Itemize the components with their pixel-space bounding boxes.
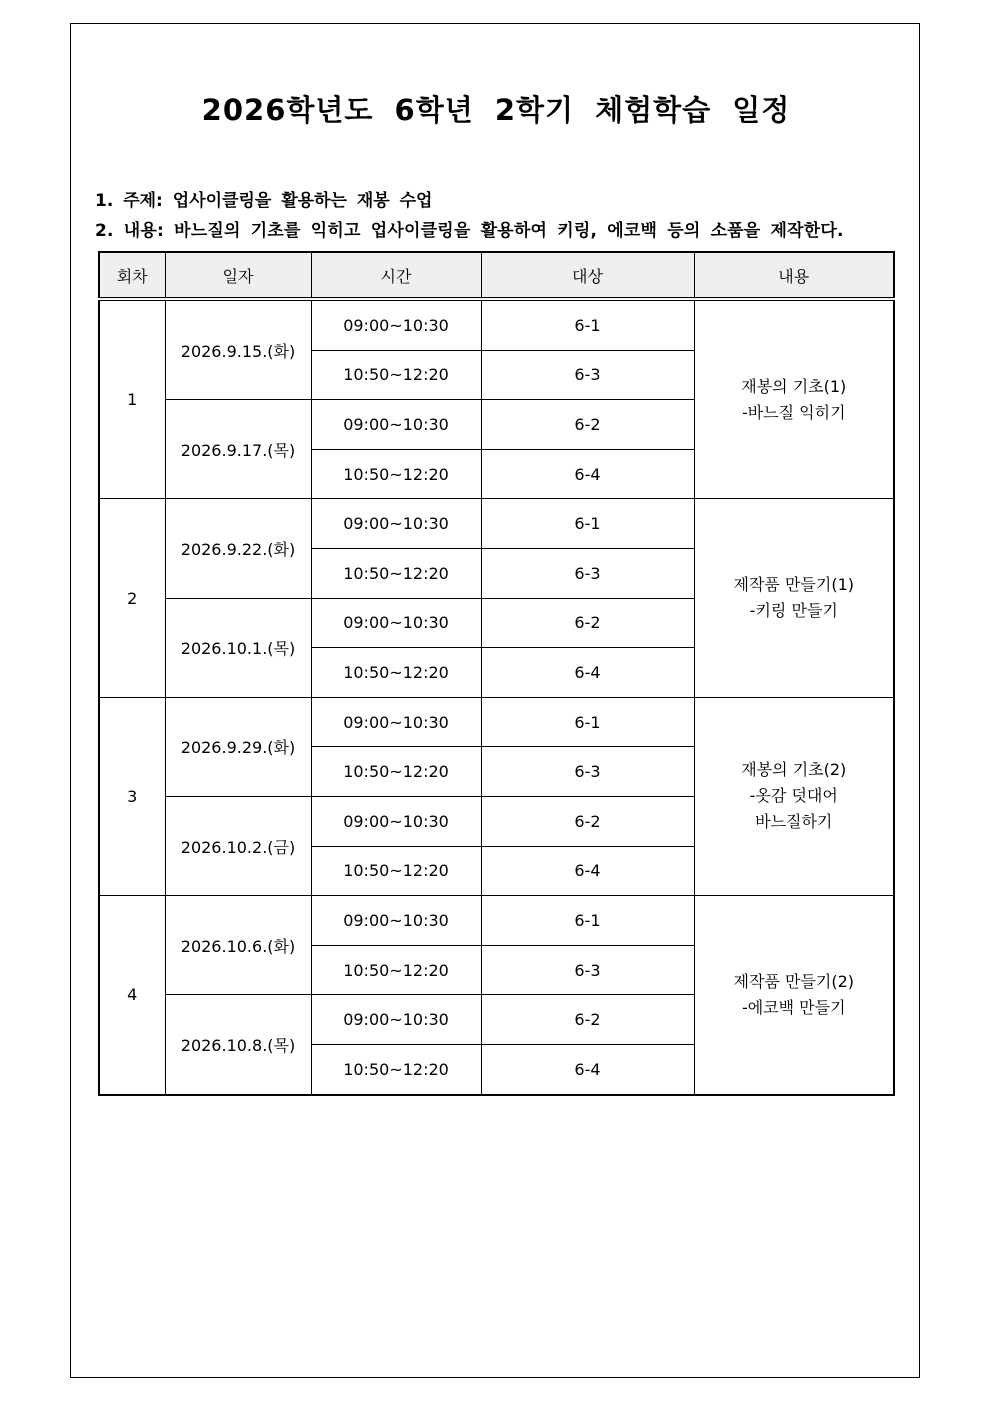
round-cell: 3 xyxy=(99,697,165,895)
time-cell: 10:50~12:20 xyxy=(311,449,481,499)
date-cell: 2026.10.6.(화) xyxy=(165,896,311,995)
time-cell: 09:00~10:30 xyxy=(311,400,481,450)
class-cell: 6-3 xyxy=(481,548,694,598)
header-round: 회차 xyxy=(99,252,165,299)
class-cell: 6-2 xyxy=(481,598,694,648)
time-cell: 09:00~10:30 xyxy=(311,499,481,549)
content-cell: 제작품 만들기(2) -에코백 만들기 xyxy=(694,896,894,1095)
topic-line: 1. 주제: 업사이클링을 활용하는 재봉 수업 xyxy=(95,191,433,211)
table-row xyxy=(99,896,894,946)
class-cell: 6-1 xyxy=(481,499,694,549)
time-cell: 10:50~12:20 xyxy=(311,945,481,995)
time-cell: 09:00~10:30 xyxy=(311,995,481,1045)
time-cell: 09:00~10:30 xyxy=(311,796,481,846)
class-cell: 6-1 xyxy=(481,896,694,946)
class-cell: 6-2 xyxy=(481,400,694,450)
time-cell: 10:50~12:20 xyxy=(311,846,481,896)
time-cell: 10:50~12:20 xyxy=(311,350,481,400)
time-cell: 10:50~12:20 xyxy=(311,548,481,598)
header-time: 시간 xyxy=(311,252,481,299)
class-cell: 6-1 xyxy=(481,697,694,747)
class-cell: 6-4 xyxy=(481,449,694,499)
table-row xyxy=(99,299,894,350)
class-cell: 6-2 xyxy=(481,796,694,846)
content-cell: 재봉의 기초(2) -옷감 덧대어 바느질하기 xyxy=(694,697,894,895)
header-class: 대상 xyxy=(481,252,694,299)
class-cell: 6-1 xyxy=(481,299,694,350)
round-cell: 2 xyxy=(99,499,165,697)
time-cell: 10:50~12:20 xyxy=(311,747,481,797)
time-cell: 10:50~12:20 xyxy=(311,1044,481,1094)
table-row xyxy=(99,499,894,549)
time-cell: 09:00~10:30 xyxy=(311,299,481,350)
header-content: 내용 xyxy=(694,252,894,299)
table-row xyxy=(99,697,894,747)
class-cell: 6-3 xyxy=(481,350,694,400)
class-cell: 6-2 xyxy=(481,995,694,1045)
date-cell: 2026.10.1.(목) xyxy=(165,598,311,697)
document-title: 2026학년도 6학년 2학기 체험학습 일정 xyxy=(201,93,791,127)
schedule-table xyxy=(98,251,895,1096)
class-cell: 6-3 xyxy=(481,747,694,797)
table-header-row xyxy=(99,252,894,299)
round-cell: 4 xyxy=(99,896,165,1095)
class-cell: 6-3 xyxy=(481,945,694,995)
date-cell: 2026.10.8.(목) xyxy=(165,995,311,1095)
content-cell: 제작품 만들기(1) -키링 만들기 xyxy=(694,499,894,697)
date-cell: 2026.9.29.(화) xyxy=(165,697,311,796)
time-cell: 10:50~12:20 xyxy=(311,648,481,698)
date-cell: 2026.10.2.(금) xyxy=(165,796,311,895)
time-cell: 09:00~10:30 xyxy=(311,598,481,648)
content-cell: 재봉의 기초(1) -바느질 익히기 xyxy=(694,299,894,499)
class-cell: 6-4 xyxy=(481,846,694,896)
time-cell: 09:00~10:30 xyxy=(311,896,481,946)
date-cell: 2026.9.17.(목) xyxy=(165,400,311,499)
round-cell: 1 xyxy=(99,299,165,499)
date-cell: 2026.9.22.(화) xyxy=(165,499,311,598)
date-cell: 2026.9.15.(화) xyxy=(165,299,311,400)
table-body xyxy=(99,299,894,1095)
content-line: 2. 내용: 바느질의 기초를 익히고 업사이클링을 활용하여 키링, 에코백 등의 소품을 제작한다. xyxy=(95,221,844,241)
time-cell: 09:00~10:30 xyxy=(311,697,481,747)
header-date: 일자 xyxy=(165,252,311,299)
class-cell: 6-4 xyxy=(481,648,694,698)
class-cell: 6-4 xyxy=(481,1044,694,1094)
